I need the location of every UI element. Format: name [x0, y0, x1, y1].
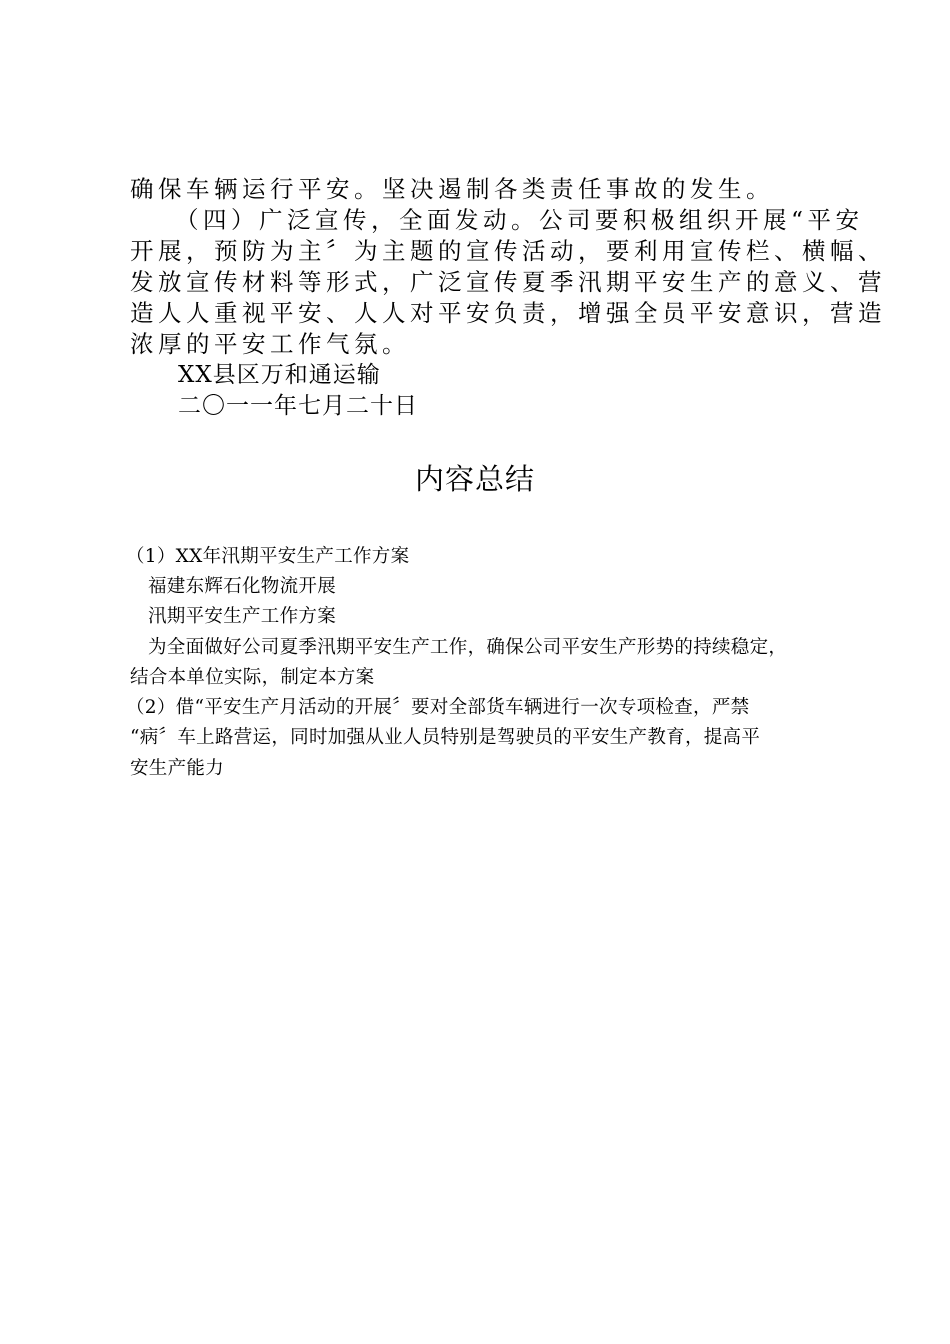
- summary-line: 福建东辉石化物流开展: [148, 576, 337, 597]
- paragraph-line: （四）广泛宣传，全面发动。公司要积极组织开展“平安: [175, 206, 864, 234]
- summary-line: 汛期平安生产工作方案: [148, 606, 337, 627]
- signature-date: 二〇一一年七月二十日: [178, 393, 418, 419]
- paragraph-line: 浓厚的平安工作气氛。: [130, 330, 410, 358]
- summary-line: （2）借“平安生产月活动的开展〞要对全部货车辆进行一次专项检查，严禁: [126, 697, 750, 718]
- summary-line: 结合本单位实际，制定本方案: [130, 667, 375, 688]
- paragraph-line: 确保车辆运行平安。坚决遏制各类责任事故的发生。: [130, 175, 774, 203]
- summary-line: 安生产能力: [130, 758, 225, 779]
- summary-line: （1）XX年汛期平安生产工作方案: [126, 546, 410, 567]
- summary-line: “病〞车上路营运，同时加强从业人员特别是驾驶员的平安生产教育，提高平: [130, 727, 761, 748]
- paragraph-line: 造人人重视平安、人人对平安负责，增强全员平安意识，营造: [130, 299, 886, 327]
- summary-line: 为全面做好公司夏季汛期平安生产工作，确保公司平安生产形势的持续稳定，: [148, 637, 788, 658]
- paragraph-line: 发放宣传材料等形式，广泛宣传夏季汛期平安生产的意义、营: [130, 268, 886, 296]
- paragraph-line: 开展，预防为主〞为主题的宣传活动，要利用宣传栏、横幅、: [130, 237, 886, 265]
- signature-org: XX县区万和通运输: [178, 362, 381, 388]
- summary-title: 内容总结: [414, 462, 535, 496]
